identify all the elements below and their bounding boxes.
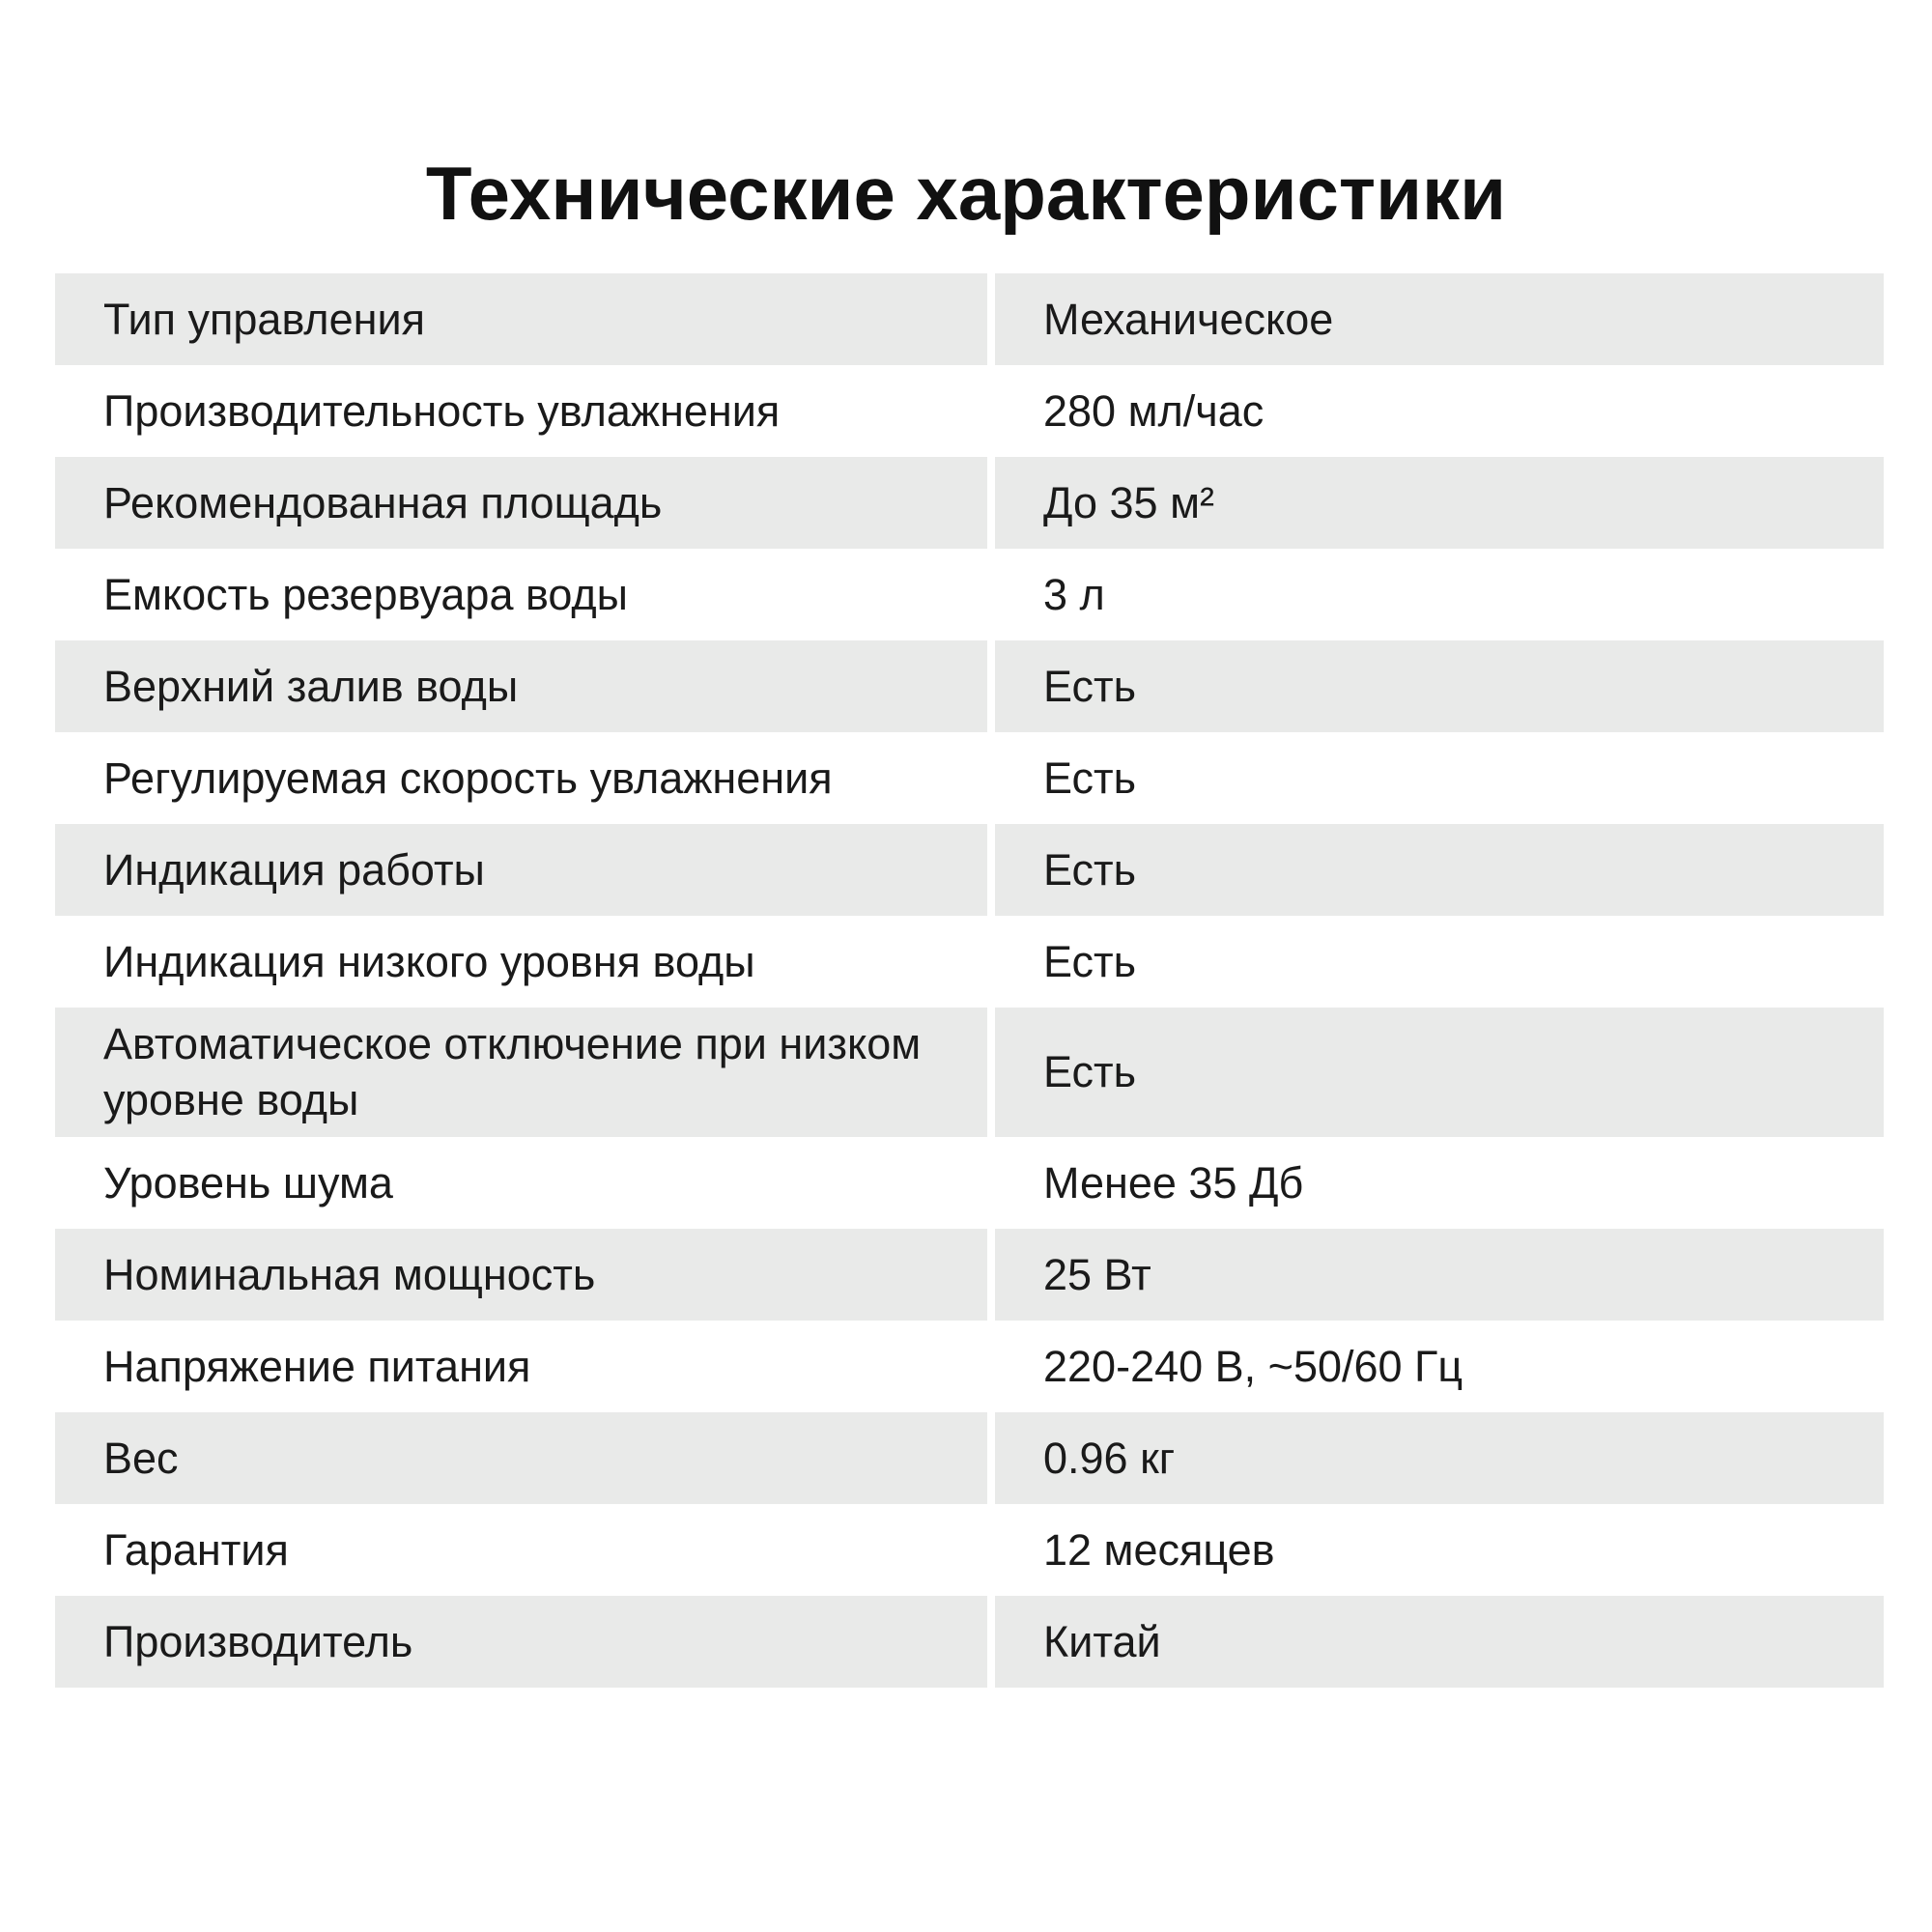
spec-row — [55, 549, 1884, 640]
spec-label: Индикация работы — [55, 824, 987, 916]
spec-row — [55, 916, 1884, 1008]
spec-row — [55, 1504, 1884, 1596]
spec-label: Уровень шума — [103, 1157, 393, 1208]
spec-label: Производительность увлажнения — [103, 385, 781, 436]
spec-value: 3 л — [1043, 569, 1105, 619]
spec-label: Верхний залив воды — [55, 640, 987, 732]
spec-row — [55, 273, 1884, 365]
spec-label: Автоматическое отключение при низком уровне воды — [55, 1008, 987, 1137]
spec-label: Вес — [55, 1412, 987, 1504]
spec-value: 280 мл/час — [1043, 385, 1264, 436]
spec-label: Гарантия — [103, 1524, 289, 1575]
spec-label: Производитель — [55, 1596, 987, 1688]
spec-row — [55, 1008, 1884, 1137]
spec-label: Рекомендованная площадь — [55, 457, 987, 549]
spec-value: 220-240 В, ~50/60 Гц — [1043, 1341, 1463, 1391]
page-title: Технические характеристики — [425, 151, 1507, 236]
spec-row — [55, 365, 1884, 457]
spec-row — [55, 1412, 1884, 1504]
spec-value: Есть — [1043, 753, 1137, 803]
spec-row — [55, 1321, 1884, 1412]
spec-value: 0.96 кг — [995, 1412, 1884, 1504]
spec-label: Регулируемая скорость увлажнения — [103, 753, 833, 803]
spec-value: 25 Вт — [995, 1229, 1884, 1321]
spec-label: Индикация низкого уровня воды — [103, 936, 755, 986]
spec-value: Есть — [995, 824, 1884, 916]
spec-row — [55, 824, 1884, 916]
spec-row — [55, 1596, 1884, 1688]
spec-value: 12 месяцев — [1043, 1524, 1275, 1575]
spec-value: Механическое — [995, 273, 1884, 365]
spec-row — [55, 640, 1884, 732]
spec-label: Номинальная мощность — [55, 1229, 987, 1321]
spec-value: Есть — [995, 1008, 1884, 1137]
spec-row — [55, 457, 1884, 549]
spec-value: Китай — [995, 1596, 1884, 1688]
spec-row — [55, 1137, 1884, 1229]
spec-value: До 35 м² — [995, 457, 1884, 549]
spec-value: Менее 35 Дб — [1043, 1157, 1304, 1208]
spec-table — [55, 273, 1884, 1688]
spec-row — [55, 1229, 1884, 1321]
spec-value: Есть — [995, 640, 1884, 732]
spec-label: Тип управления — [55, 273, 987, 365]
spec-label: Емкость резервуара воды — [103, 569, 629, 619]
spec-label: Напряжение питания — [103, 1341, 531, 1391]
spec-value: Есть — [1043, 936, 1137, 986]
spec-row — [55, 732, 1884, 824]
